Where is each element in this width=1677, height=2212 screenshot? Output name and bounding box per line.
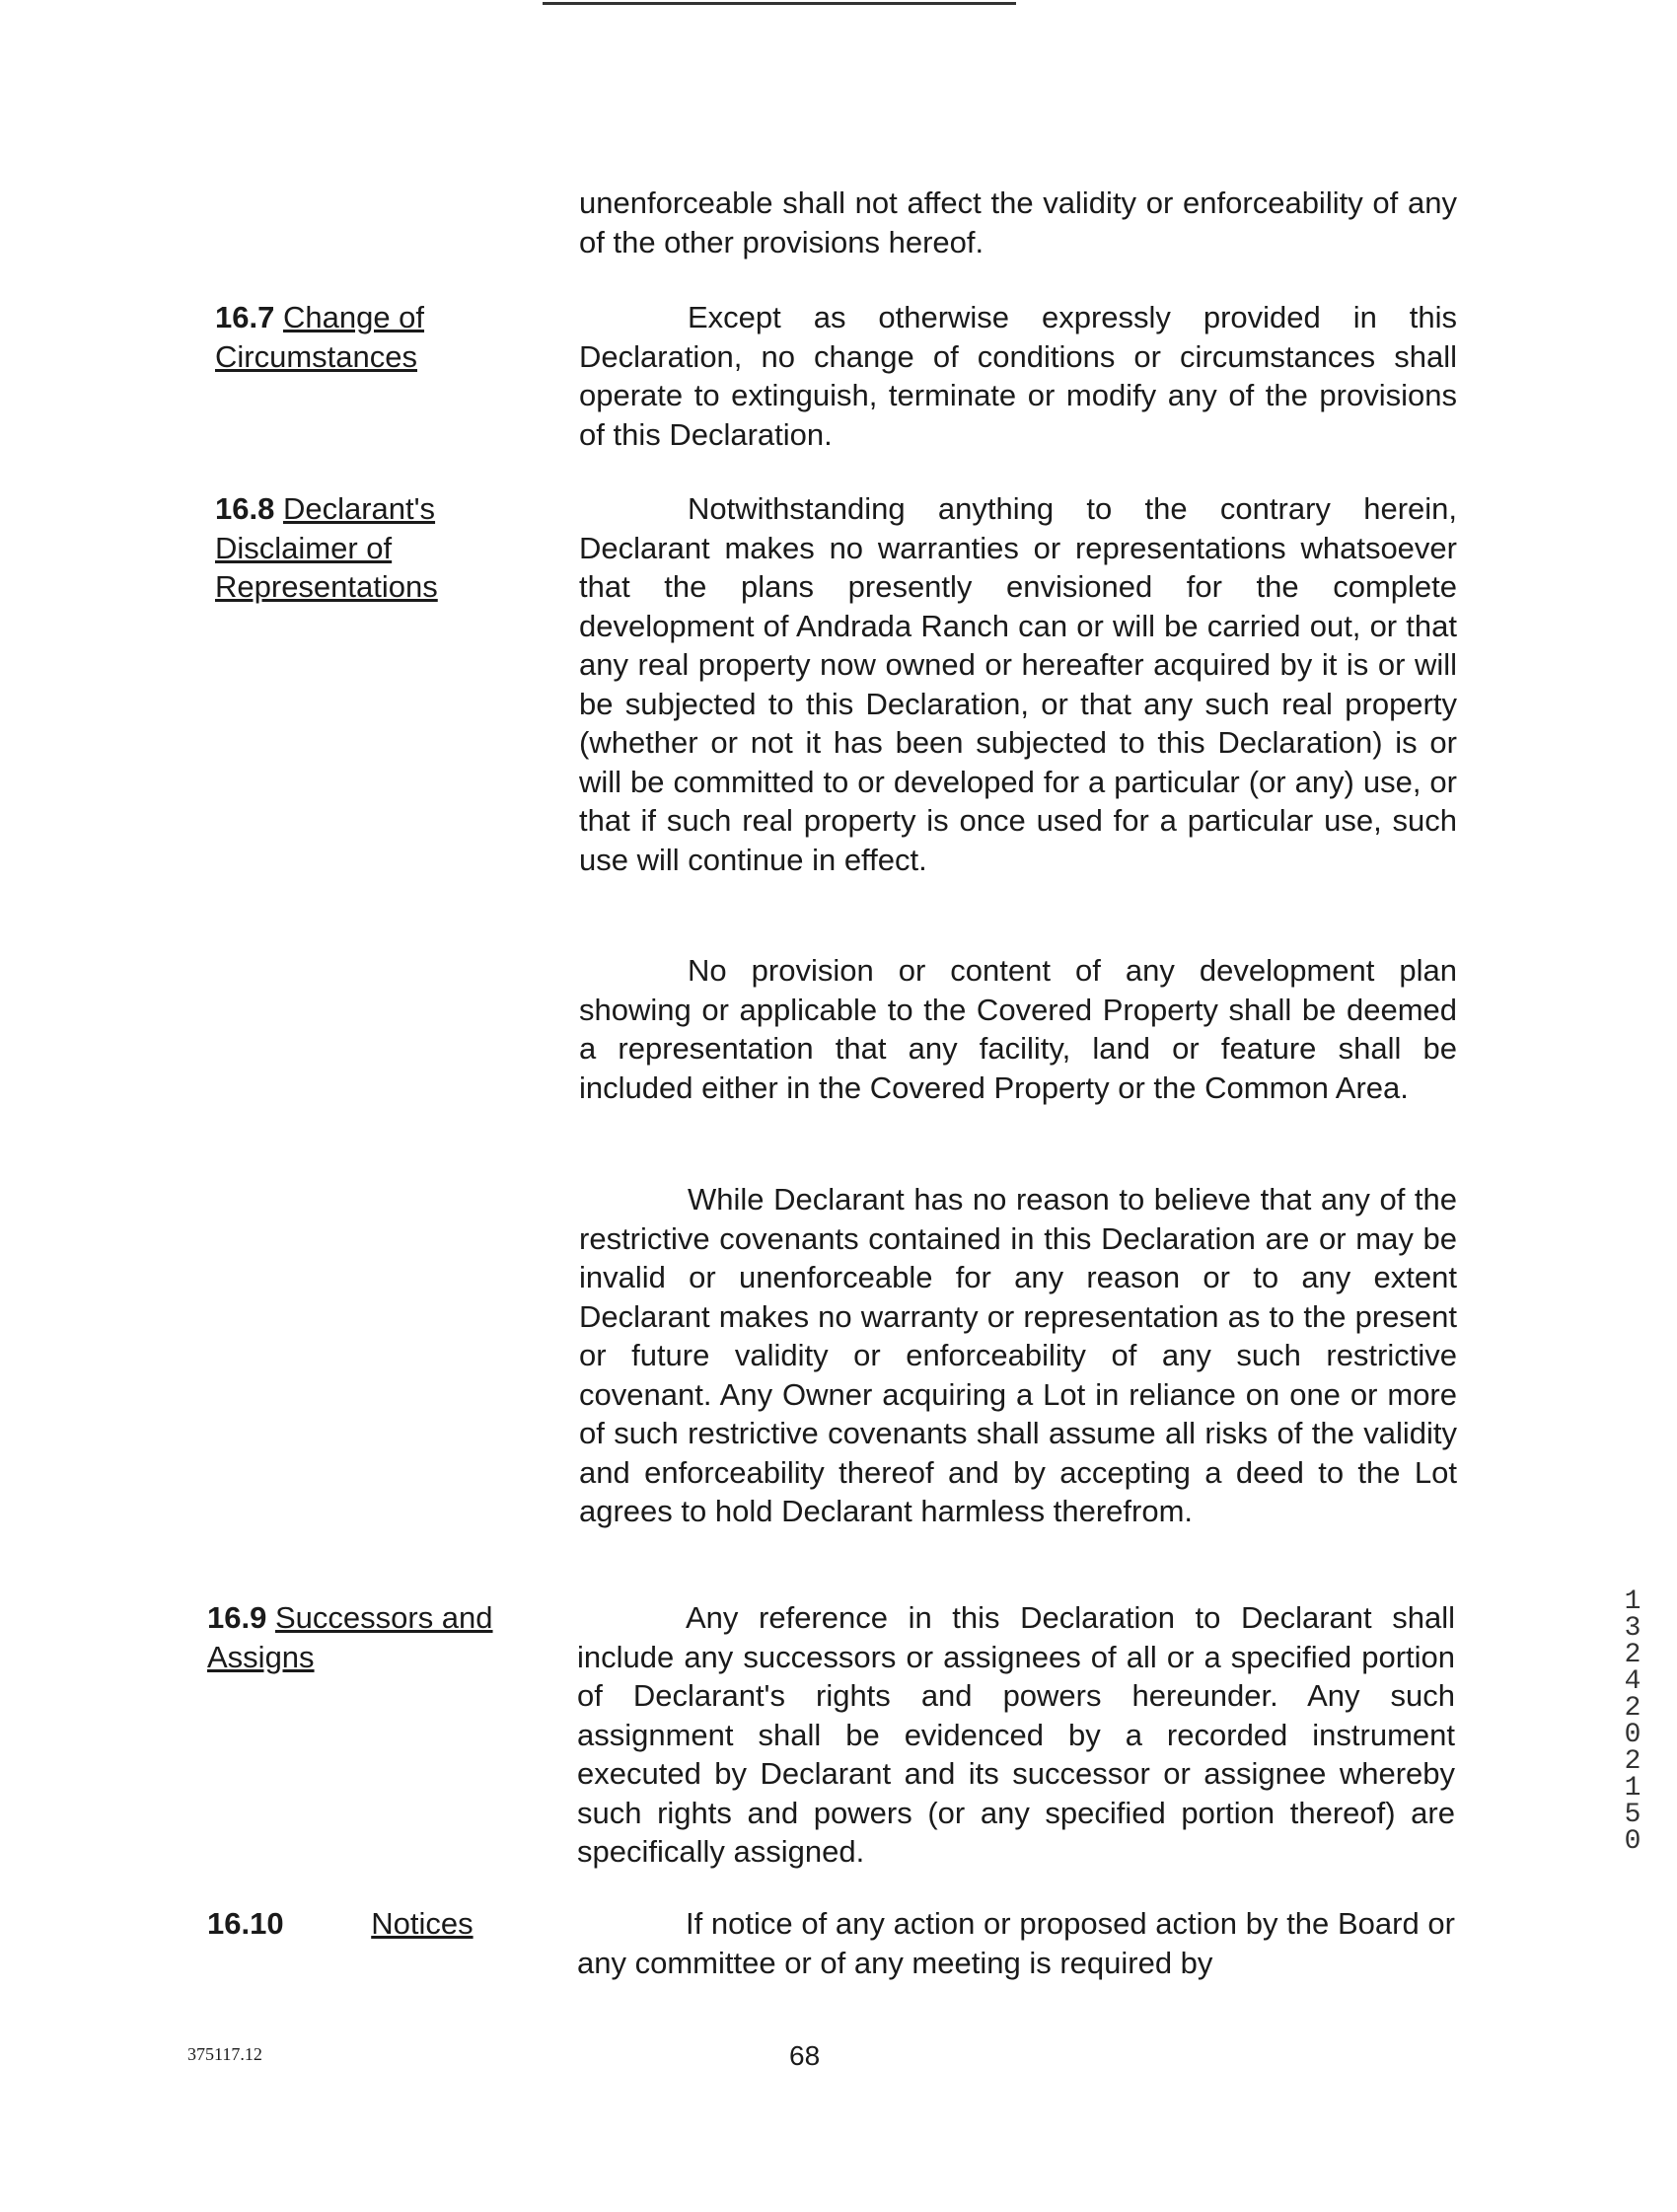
page-number: 68 — [789, 2040, 821, 2071]
heading-16-9 — [207, 1598, 493, 1676]
section-number: 16.10 — [207, 1906, 284, 1941]
paragraph-16-8-a: Notwithstanding anything to the contrary herein, Declarant makes no warranties or representations whatsoever that the plans presently envisioned for the complete development of Andrada Ranch can or will be carried out, or that any real property now owned or hereafter acquired by it is or will be subjected to this Declaration, or that any such real property (whether or not it has been subjected to this Declaration) is or will be committed to or developed for a particular (or any) use, or that if such real property is once used for a particular use, such use will continue in effect. — [579, 491, 1457, 877]
section-number: 16.8 — [215, 491, 275, 526]
heading-16-7 — [215, 298, 424, 376]
section-title: Change of — [282, 300, 425, 334]
section-title: Notices — [371, 1906, 474, 1941]
paragraph-16-10: If notice of any action or proposed action by the Board or any committee or of any meeting is required by — [577, 1906, 1455, 1980]
recording-stamp: 13242 02150 — [1624, 1586, 1641, 1857]
section-number: 16.7 — [215, 300, 275, 334]
paragraph-continued: unenforceable shall not affect the validity or enforceability of any of the other provisions hereof. — [579, 185, 1457, 259]
paragraph-16-7: Except as otherwise expressly provided in this Declaration, no change of conditions or circumstances shall operate to extinguish, terminate or modify any of the provisions of this Declaration. — [579, 300, 1457, 452]
heading-16-8 — [215, 489, 438, 607]
section-title: Declarant's — [282, 491, 436, 526]
section-title: Representations — [215, 569, 438, 604]
top-rule — [543, 2, 1016, 5]
section-title: Successors and — [274, 1600, 493, 1635]
section-title: Disclaimer of — [215, 530, 393, 565]
section-number: 16.9 — [207, 1600, 267, 1635]
heading-16-10 — [207, 1904, 474, 1944]
document-code: 375117.12 — [187, 2044, 262, 2064]
section-title: Circumstances — [215, 338, 417, 374]
paragraph-16-9: Any reference in this Declaration to Declarant shall include any successors or assignees of all or a specified portion of Declarant's rights and powers hereunder. Any such assignment shall be evidenced by a recorded instrument executed by Declarant and its successor or assignee whereby such rights and powers (or any specified portion thereof) are specifically assigned. — [577, 1600, 1455, 1869]
paragraph-16-8-b: No provision or content of any development plan showing or applicable to the Covered Property shall be deemed a representation that any facility, land or feature shall be included either in the Covered Property or the Common Area. — [579, 953, 1457, 1105]
section-title: Assigns — [207, 1639, 315, 1674]
paragraph-16-8-c: While Declarant has no reason to believe that any of the restrictive covenants contained in this Declaration are or may be invalid or unenforceable for any reason or to any extent Declarant makes no warranty or representation as to the present or future validity or enforceability of any such restrictive covenant. Any Owner acquiring a Lot in reliance on one or more of such restrictive covenants shall assume all risks of the validity and enforceability thereof and by accepting a deed to the Lot agrees to hold Declarant harmless therefrom. — [579, 1182, 1457, 1528]
